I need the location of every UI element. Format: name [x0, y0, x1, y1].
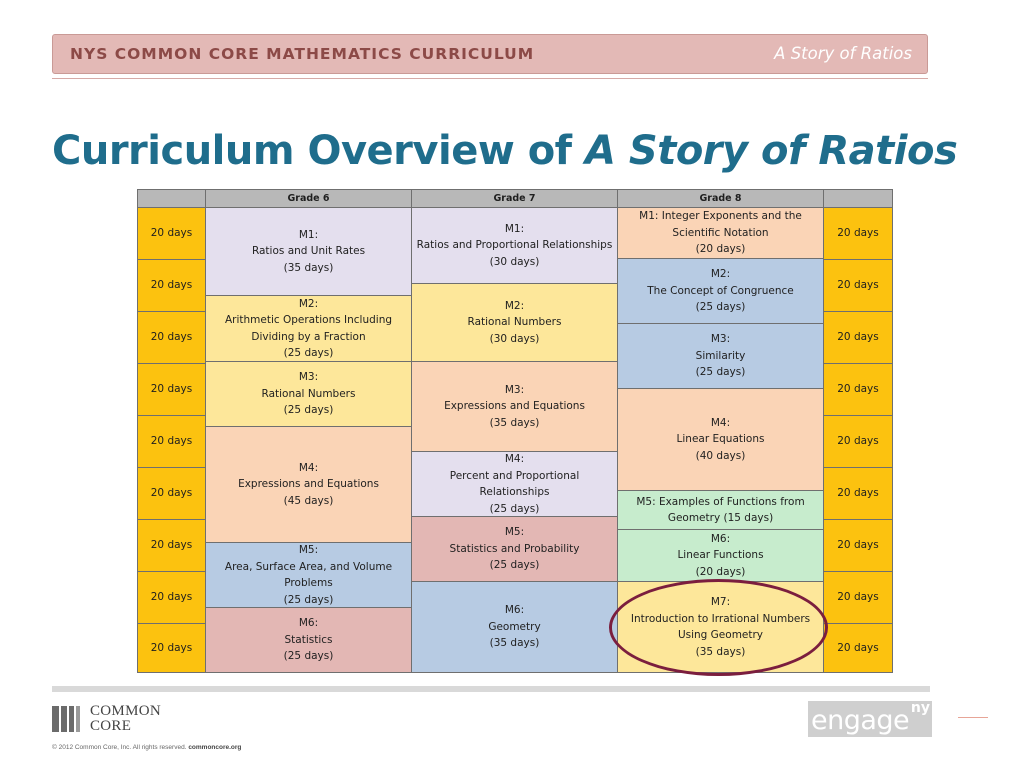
grade-7-header: Grade 7 — [411, 189, 618, 208]
days-left-9: 20 days — [137, 623, 206, 673]
accent-line — [958, 717, 988, 718]
grade6-module-3: M3: Rational Numbers (25 days) — [205, 361, 412, 427]
grade6-module-6: M6: Statistics (25 days) — [205, 607, 412, 673]
grade7-module-1: M1: Ratios and Proportional Relationships (30 days) — [411, 207, 618, 284]
header-divider — [52, 78, 928, 79]
days-right-6: 20 days — [823, 467, 893, 520]
header-corner-left — [137, 189, 206, 208]
days-left-7: 20 days — [137, 519, 206, 572]
title-emphasis: A Story of Ratios — [585, 128, 958, 174]
copyright-link[interactable]: commoncore.org — [188, 744, 242, 751]
engage-logo-text: engage — [811, 705, 910, 736]
grade8-module-1: M1: Integer Exponents and the Scientific Notation (20 days) — [617, 207, 824, 259]
days-right-8: 20 days — [823, 571, 893, 624]
common-core-bars-icon — [52, 706, 84, 732]
grade6-module-2: M2: Arithmetic Operations Including Dividing by a Fraction (25 days) — [205, 295, 412, 362]
engage-logo-superscript: ny — [910, 700, 930, 716]
grade7-module-4: M4: Percent and Proportional Relationships (25 days) — [411, 451, 618, 517]
days-right-3: 20 days — [823, 311, 893, 364]
days-right-1: 20 days — [823, 207, 893, 260]
grade7-module-2: M2: Rational Numbers (30 days) — [411, 283, 618, 362]
days-left-5: 20 days — [137, 415, 206, 468]
copyright-text: © 2012 Common Core, Inc. All rights reserved. — [52, 744, 187, 751]
days-left-3: 20 days — [137, 311, 206, 364]
days-right-9: 20 days — [823, 623, 893, 673]
grade-8-header: Grade 8 — [617, 189, 824, 208]
days-right-5: 20 days — [823, 415, 893, 468]
page-title — [52, 128, 957, 174]
grade8-module-6: M6: Linear Functions (20 days) — [617, 529, 824, 582]
days-left-2: 20 days — [137, 259, 206, 312]
module-name: A Story of Ratios — [774, 44, 912, 63]
days-right-7: 20 days — [823, 519, 893, 572]
common-core-logo — [52, 704, 192, 736]
common-core-logo-text: COMMON CORE — [90, 703, 161, 734]
grade8-module-3: M3: Similarity (25 days) — [617, 323, 824, 389]
days-right-2: 20 days — [823, 259, 893, 312]
curriculum-heading: NYS COMMON CORE MATHEMATICS CURRICULUM — [70, 45, 535, 63]
title-prefix: Curriculum Overview of — [52, 128, 586, 174]
days-left-6: 20 days — [137, 467, 206, 520]
days-left-4: 20 days — [137, 363, 206, 416]
grade7-module-5: M5: Statistics and Probability (25 days) — [411, 516, 618, 582]
header-banner — [52, 34, 928, 74]
footer-divider — [52, 686, 930, 692]
header-corner-right — [823, 189, 893, 208]
engage-ny-logo — [808, 701, 932, 737]
grade8-module-2: M2: The Concept of Congruence (25 days) — [617, 258, 824, 324]
grade7-module-3: M3: Expressions and Equations (35 days) — [411, 361, 618, 452]
days-left-8: 20 days — [137, 571, 206, 624]
grade6-module-1: M1: Ratios and Unit Rates (35 days) — [205, 207, 412, 296]
days-left-1: 20 days — [137, 207, 206, 260]
copyright-notice — [52, 744, 241, 751]
grade8-module-4: M4: Linear Equations (40 days) — [617, 388, 824, 491]
days-right-4: 20 days — [823, 363, 893, 416]
curriculum-table — [137, 189, 893, 673]
grade8-module-7: M7: Introduction to Irrational Numbers Using Geometry (35 days) — [617, 581, 824, 673]
grade6-module-4: M4: Expressions and Equations (45 days) — [205, 426, 412, 543]
grade-6-header: Grade 6 — [205, 189, 412, 208]
grade8-module-5: M5: Examples of Functions from Geometry (15 days) — [617, 490, 824, 530]
grade7-module-6: M6: Geometry (35 days) — [411, 581, 618, 673]
grade6-module-5: M5: Area, Surface Area, and Volume Problems (25 days) — [205, 542, 412, 608]
